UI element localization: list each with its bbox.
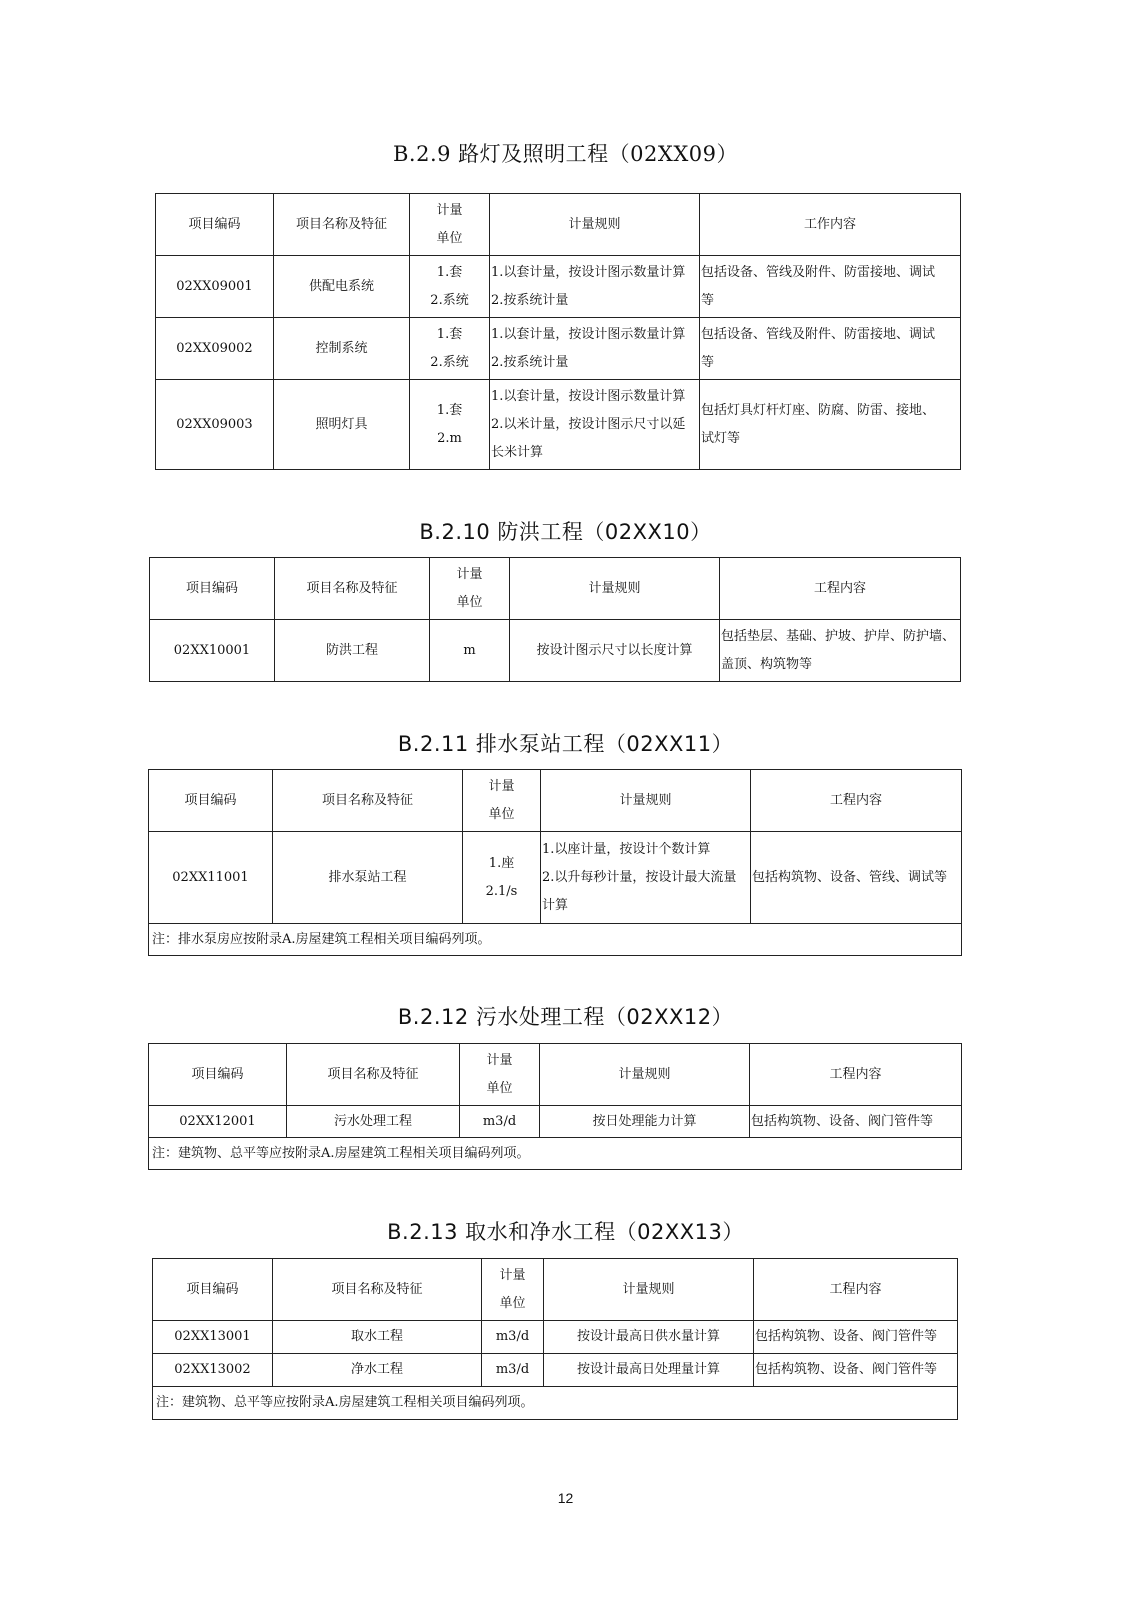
cell-code: 02XX11001 bbox=[149, 832, 273, 924]
header-unit: 计量 单位 bbox=[410, 194, 490, 256]
header-unit: 计量 单位 bbox=[482, 1259, 544, 1321]
table-b212 bbox=[148, 1043, 962, 1170]
header-rule: 计量规则 bbox=[544, 1259, 754, 1321]
table-b210 bbox=[149, 557, 961, 682]
table-row bbox=[156, 380, 961, 470]
header-name: 项目名称及特征 bbox=[274, 194, 410, 256]
cell-unit: m3/d bbox=[482, 1354, 544, 1387]
header-content: 工程内容 bbox=[754, 1259, 958, 1321]
table-row bbox=[153, 1321, 958, 1354]
header-name: 项目名称及特征 bbox=[273, 1259, 482, 1321]
cell-unit: m3/d bbox=[482, 1321, 544, 1354]
header-code: 项目编码 bbox=[149, 1044, 287, 1106]
header-name: 项目名称及特征 bbox=[273, 770, 463, 832]
header-content: 工程内容 bbox=[751, 770, 962, 832]
cell-name: 排水泵站工程 bbox=[273, 832, 463, 924]
header-code: 项目编码 bbox=[149, 770, 273, 832]
header-rule: 计量规则 bbox=[540, 1044, 750, 1106]
cell-unit: 1.座 2.1/s bbox=[463, 832, 541, 924]
cell-rule: 按日处理能力计算 bbox=[540, 1106, 750, 1138]
cell-content: 包括灯具灯杆灯座、防腐、防雷、接地、 试灯等 bbox=[700, 380, 961, 470]
cell-unit: 1.套 2.系统 bbox=[410, 256, 490, 318]
cell-rule: 按设计图示尺寸以长度计算 bbox=[510, 620, 720, 682]
cell-name: 污水处理工程 bbox=[287, 1106, 460, 1138]
table-row bbox=[156, 318, 961, 380]
table-row bbox=[149, 1106, 962, 1138]
cell-code: 02XX09003 bbox=[156, 380, 274, 470]
cell-content: 包括构筑物、设备、阀门管件等 bbox=[754, 1354, 958, 1387]
table-row bbox=[153, 1354, 958, 1387]
section-title-b213: B.2.13 取水和净水工程（02XX13） bbox=[387, 1220, 744, 1244]
cell-code: 02XX13001 bbox=[153, 1321, 273, 1354]
section-title-b212: B.2.12 污水处理工程（02XX12） bbox=[397, 1005, 734, 1029]
header-unit: 计量 单位 bbox=[463, 770, 541, 832]
cell-name: 净水工程 bbox=[273, 1354, 482, 1387]
table-b29 bbox=[155, 193, 961, 470]
header-rule: 计量规则 bbox=[541, 770, 751, 832]
cell-content: 包括垫层、基础、护坡、护岸、防护墙、 盖顶、构筑物等 bbox=[720, 620, 961, 682]
cell-name: 控制系统 bbox=[274, 318, 410, 380]
cell-rule: 1.以套计量，按设计图示数量计算 2.按系统计量 bbox=[490, 318, 700, 380]
table-b211 bbox=[148, 769, 962, 956]
header-name: 项目名称及特征 bbox=[287, 1044, 460, 1106]
header-name: 项目名称及特征 bbox=[275, 558, 430, 620]
header-code: 项目编码 bbox=[156, 194, 274, 256]
cell-content: 包括设备、管线及附件、防雷接地、调试 等 bbox=[700, 318, 961, 380]
header-rule: 计量规则 bbox=[510, 558, 720, 620]
cell-code: 02XX10001 bbox=[150, 620, 275, 682]
table-b213 bbox=[152, 1258, 958, 1420]
cell-name: 防洪工程 bbox=[275, 620, 430, 682]
cell-code: 02XX13002 bbox=[153, 1354, 273, 1387]
cell-unit: 1.套 2.m bbox=[410, 380, 490, 470]
cell-content: 包括构筑物、设备、阀门管件等 bbox=[754, 1321, 958, 1354]
table-note: 注：建筑物、总平等应按附录A.房屋建筑工程相关项目编码列项。 bbox=[153, 1387, 958, 1420]
header-content: 工程内容 bbox=[720, 558, 961, 620]
table-note: 注：建筑物、总平等应按附录A.房屋建筑工程相关项目编码列项。 bbox=[149, 1138, 962, 1170]
cell-content: 包括设备、管线及附件、防雷接地、调试 等 bbox=[700, 256, 961, 318]
cell-rule: 1.以套计量，按设计图示数量计算 2.按系统计量 bbox=[490, 256, 700, 318]
cell-code: 02XX12001 bbox=[149, 1106, 287, 1138]
table-row bbox=[149, 832, 962, 924]
cell-name: 取水工程 bbox=[273, 1321, 482, 1354]
cell-content: 包括构筑物、设备、管线、调试等 bbox=[751, 832, 962, 924]
header-rule: 计量规则 bbox=[490, 194, 700, 256]
header-content: 工作内容 bbox=[700, 194, 961, 256]
cell-rule: 按设计最高日处理量计算 bbox=[544, 1354, 754, 1387]
section-title-b210: B.2.10 防洪工程（02XX10） bbox=[419, 520, 712, 544]
cell-name: 供配电系统 bbox=[274, 256, 410, 318]
section-title-b211: B.2.11 排水泵站工程（02XX11） bbox=[397, 732, 734, 756]
header-unit: 计量 单位 bbox=[430, 558, 510, 620]
cell-content: 包括构筑物、设备、阀门管件等 bbox=[750, 1106, 962, 1138]
header-unit: 计量 单位 bbox=[460, 1044, 540, 1106]
page-number: 12 bbox=[557, 1490, 574, 1506]
cell-unit: 1.套 2.系统 bbox=[410, 318, 490, 380]
header-code: 项目编码 bbox=[153, 1259, 273, 1321]
cell-unit: m3/d bbox=[460, 1106, 540, 1138]
table-note: 注：排水泵房应按附录A.房屋建筑工程相关项目编码列项。 bbox=[149, 924, 962, 956]
header-content: 工程内容 bbox=[750, 1044, 962, 1106]
cell-rule: 1.以套计量，按设计图示数量计算 2.以米计量，按设计图示尺寸以延 长米计算 bbox=[490, 380, 700, 470]
cell-unit: m bbox=[430, 620, 510, 682]
header-code: 项目编码 bbox=[150, 558, 275, 620]
table-row bbox=[156, 256, 961, 318]
cell-name: 照明灯具 bbox=[274, 380, 410, 470]
cell-code: 02XX09002 bbox=[156, 318, 274, 380]
section-title-b29: B.2.9 路灯及照明工程（02XX09） bbox=[392, 142, 739, 166]
table-row bbox=[150, 620, 961, 682]
cell-rule: 按设计最高日供水量计算 bbox=[544, 1321, 754, 1354]
cell-rule: 1.以座计量，按设计个数计算 2.以升每秒计量，按设计最大流量 计算 bbox=[541, 832, 751, 924]
cell-code: 02XX09001 bbox=[156, 256, 274, 318]
